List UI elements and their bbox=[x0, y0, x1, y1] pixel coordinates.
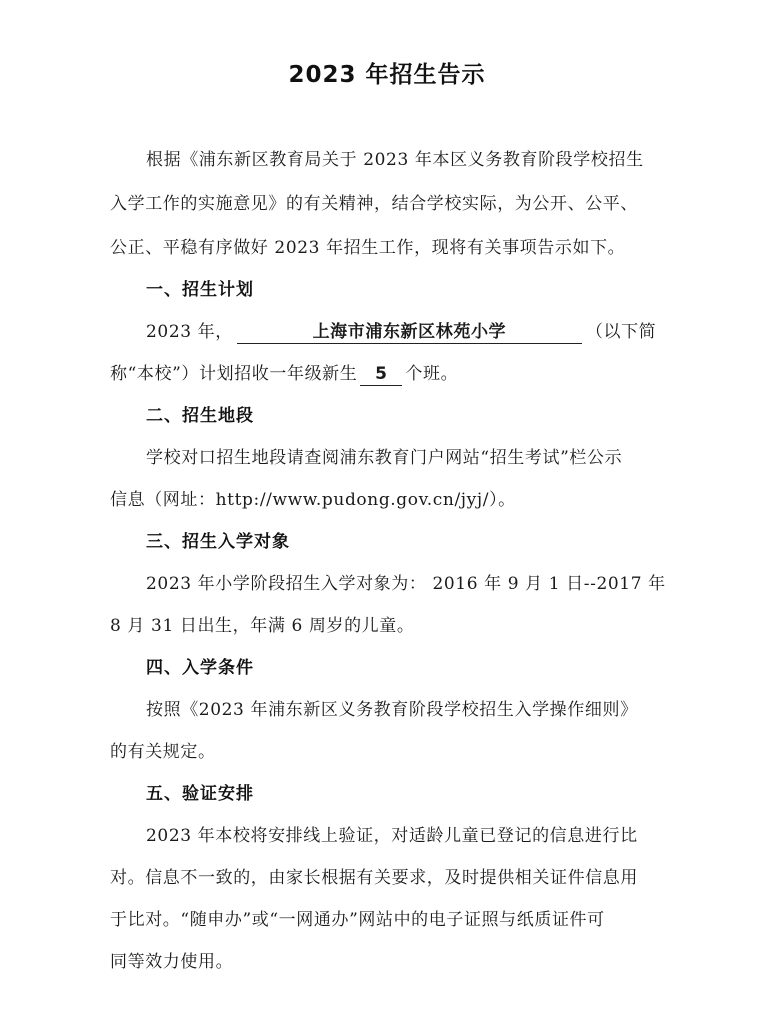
section-3-line-1: 2023 年小学阶段招生入学对象为： 2016 年 9 月 1 日--2017 年 bbox=[146, 574, 666, 594]
section-1-line-2-suffix: 个班。 bbox=[405, 364, 459, 384]
section-1-line-1 bbox=[146, 320, 670, 344]
intro-line-3: 公正、平稳有序做好 2023 年招生工作，现将有关事项告示如下。 bbox=[110, 238, 626, 258]
section-1-line-2 bbox=[110, 362, 670, 386]
section-1-heading: 一、招生计划 bbox=[146, 280, 254, 300]
section-2-heading: 二、招生地段 bbox=[146, 406, 254, 426]
intro-line-1: 根据《浦东新区教育局关于 2023 年本区义务教育阶段学校招生 bbox=[146, 150, 644, 170]
section-3-heading: 三、招生入学对象 bbox=[146, 532, 290, 552]
section-3-line-2: 8 月 31 日出生，年满 6 周岁的儿童。 bbox=[110, 616, 415, 636]
class-count-field: 5 bbox=[360, 363, 402, 386]
section-4-heading: 四、入学条件 bbox=[146, 658, 254, 678]
intro-line-2: 入学工作的实施意见》的有关精神，结合学校实际，为公开、公平、 bbox=[110, 194, 638, 214]
section-4-line-2: 的有关规定。 bbox=[110, 742, 216, 762]
section-2-line-2: 信息（网址：http://www.pudong.gov.cn/jyj/）。 bbox=[110, 490, 516, 510]
section-5-heading: 五、验证安排 bbox=[146, 784, 254, 804]
school-name-field: 上海市浦东新区林苑小学 bbox=[237, 321, 582, 344]
section-1-line-2-prefix: 称“本校”）计划招收一年级新生 bbox=[110, 364, 358, 384]
section-1-suffix: （以下简 bbox=[585, 322, 657, 342]
section-1-prefix: 2023 年， bbox=[146, 322, 233, 342]
section-5-line-1: 2023 年本校将安排线上验证，对适龄儿童已登记的信息进行比 bbox=[146, 826, 638, 846]
section-2-line-1: 学校对口招生地段请查阅浦东教育门户网站“招生考试”栏公示 bbox=[146, 448, 623, 468]
section-5-line-2: 对。信息不一致的，由家长根据有关要求，及时提供相关证件信息用 bbox=[110, 868, 638, 888]
document-title: 2023 年招生告示 bbox=[288, 62, 486, 88]
section-5-line-4: 同等效力使用。 bbox=[110, 952, 234, 972]
section-4-line-1: 按照《2023 年浦东新区义务教育阶段学校招生入学操作细则》 bbox=[146, 700, 638, 720]
section-5-line-3: 于比对。“随申办”或“一网通办”网站中的电子证照与纸质证件可 bbox=[110, 910, 605, 930]
